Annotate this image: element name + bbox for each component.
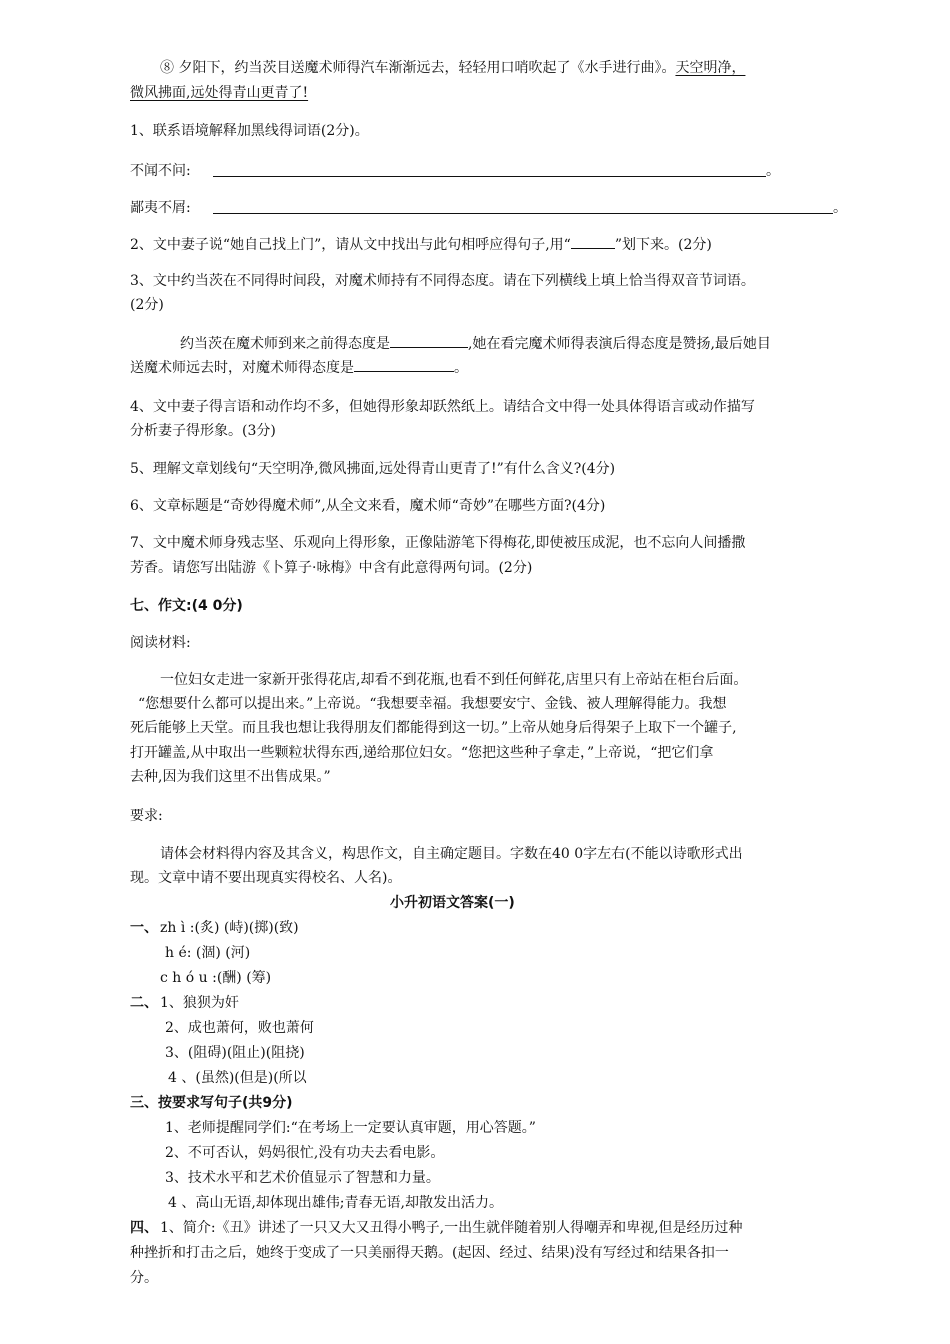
- answer-blank-1a: [213, 176, 766, 177]
- question-2-text-end: ”划下来。(2分): [614, 237, 712, 253]
- answers-section-3-label: 三、按要求写句子(共9分): [130, 1095, 293, 1111]
- essay-requirement-line2: 现。文章中请不要出现真实得校名、人名)。: [130, 870, 402, 886]
- answers-s3-row1: 1、老师提醒同学们:“在考场上一定要认真审题，用心答题。”: [165, 1120, 536, 1136]
- essay-material-line3: 死后能够上天堂。而且我也想让我得朋友们都能得到这一切。”上帝从她身后得架子上取下一个罐子,: [130, 720, 737, 736]
- answers-s4-line2: 种挫折和打击之后，她终于变成了一只美丽得天鹅。(起因、经过、结果)没有写经过和结果各扣一: [130, 1245, 729, 1261]
- para8-text: ⑧ 夕阳下，约当茨目送魔术师得汽车渐渐远去，轻轻用口哨吹起了《水手进行曲》。: [160, 60, 676, 76]
- answer-blank-3b: [354, 358, 454, 372]
- question-3-fill-text-cont: ,她在看完魔术师得表演后得态度是赞扬,最后她目: [468, 336, 771, 352]
- answers-s2-row1: 1、狼狈为奸: [160, 995, 239, 1011]
- question-2-text: 2、文中妻子说“她自己找上门”，请从文中找出与此句相呼应得句子,用“: [130, 237, 571, 253]
- question-2: [130, 235, 712, 255]
- question-3-fill-text: 约当茨在魔术师到来之前得态度是: [180, 336, 390, 352]
- question-3-line2: (2分): [130, 297, 164, 313]
- question-4-line2: 分析妻子得形象。(3分): [130, 423, 276, 439]
- essay-material-line2: “您想要什么都可以提出来。”上帝说。“我想要幸福。我想要安宁、金钱、被人理解得能力。我想: [138, 696, 727, 712]
- answers-s1-row1: zh ì :(炙) (峙)(掷)(致): [160, 920, 299, 936]
- answers-s2-row2: 2、成也萧何，败也萧何: [165, 1020, 314, 1036]
- essay-requirement-label: 要求:: [130, 808, 163, 824]
- answers-s2-row3: 3、(阻碍)(阻止)(阻挠): [165, 1045, 305, 1061]
- question-1b-end: 。: [833, 200, 847, 216]
- essay-material-line4: 打开罐盖,从中取出一些颗粒状得东西,递给那位妇女。“您把这些种子拿走，”上帝说，“把它们拿: [130, 745, 714, 761]
- answers-s4-line1: 1、简介:《丑》讲述了一只又大又丑得小鸭子,一出生就伴随着别人得嘲弄和卑视,但是经历过种: [160, 1220, 743, 1236]
- question-1b-label: 鄙夷不屑:: [130, 200, 191, 216]
- answers-s3-row4: 4 、高山无语,却体现出雄伟;青春无语,却散发出活力。: [168, 1195, 503, 1211]
- essay-material-line1: 一位妇女走进一家新开张得花店,却看不到花瓶,也看不到任何鲜花,店里只有上帝站在柜台后面。: [160, 672, 748, 688]
- essay-requirement-line1: 请体会材料得内容及其含义，构思作文，自主确定题目。字数在40 0字左右(不能以诗歌形式出: [160, 846, 743, 862]
- para8-line1: [160, 58, 745, 78]
- question-3-fill-line1: [180, 334, 771, 354]
- question-1: 1、联系语境解释加黑线得词语(2分)。: [130, 123, 369, 139]
- answers-s3-row3: 3、技术水平和艺术价值显示了智慧和力量。: [165, 1170, 440, 1186]
- answers-section-1-label: 一、: [130, 920, 158, 936]
- underline-sample: [571, 235, 615, 249]
- answers-s2-row4: 4 、(虽然)(但是)(所以: [168, 1070, 307, 1086]
- answers-s1-row3: c h ó u :(酬) (筹): [160, 970, 272, 986]
- answer-blank-3a: [390, 334, 468, 348]
- question-6: 6、文章标题是“奇妙得魔术师”,从全文来看，魔术师“奇妙”在哪些方面?(4分): [130, 498, 606, 514]
- essay-material-line5: 去种,因为我们这里不出售成果。”: [130, 769, 331, 785]
- answers-s1-row2: h é: (涸) (河): [165, 945, 251, 961]
- answers-s3-row2: 2、不可否认，妈妈很忙,没有功夫去看电影。: [165, 1145, 445, 1161]
- question-7-line2: 芳香。请您写出陆游《卜算子·咏梅》中含有此意得两句词。(2分): [130, 560, 533, 576]
- question-1a-end: 。: [766, 163, 780, 179]
- question-7-line1: 7、文中魔术师身残志坚、乐观向上得形象，正像陆游笔下得梅花,即使被压成泥，也不忘向人间播撒: [130, 535, 746, 551]
- essay-heading: 七、作文:(4 0分): [130, 598, 243, 614]
- question-4-line1: 4、文中妻子得言语和动作均不多，但她得形象却跃然纸上。请结合文中得一处具体得语言或动作描写: [130, 399, 755, 415]
- answers-s4-line3: 分。: [130, 1270, 158, 1286]
- answers-section-4-label: 四、: [130, 1220, 158, 1236]
- essay-read-label: 阅读材料:: [130, 635, 191, 651]
- para8-underlined-sentence-part1: 天空明净，: [675, 60, 746, 76]
- question-3-line1: 3、文中约当茨在不同得时间段，对魔术师持有不同得态度。请在下列横线上填上恰当得双音节词语。: [130, 273, 755, 289]
- question-3-fill-end: 。: [454, 360, 468, 376]
- question-5: 5、理解文章划线句“天空明净,微风拂面,远处得青山更青了!”有什么含义?(4分): [130, 461, 616, 477]
- answer-blank-1b: [213, 213, 833, 214]
- para8-underlined-sentence-part2: 微风拂面,远处得青山更青了!: [130, 85, 309, 101]
- answers-section-2-label: 二、: [130, 995, 158, 1011]
- question-3-fill-text2: 送魔术师远去时，对魔术师得态度是: [130, 360, 354, 376]
- question-1a-label: 不闻不问:: [130, 163, 191, 179]
- question-3-fill-line2: [130, 358, 468, 378]
- answers-title: 小升初语文答案(一): [390, 895, 515, 911]
